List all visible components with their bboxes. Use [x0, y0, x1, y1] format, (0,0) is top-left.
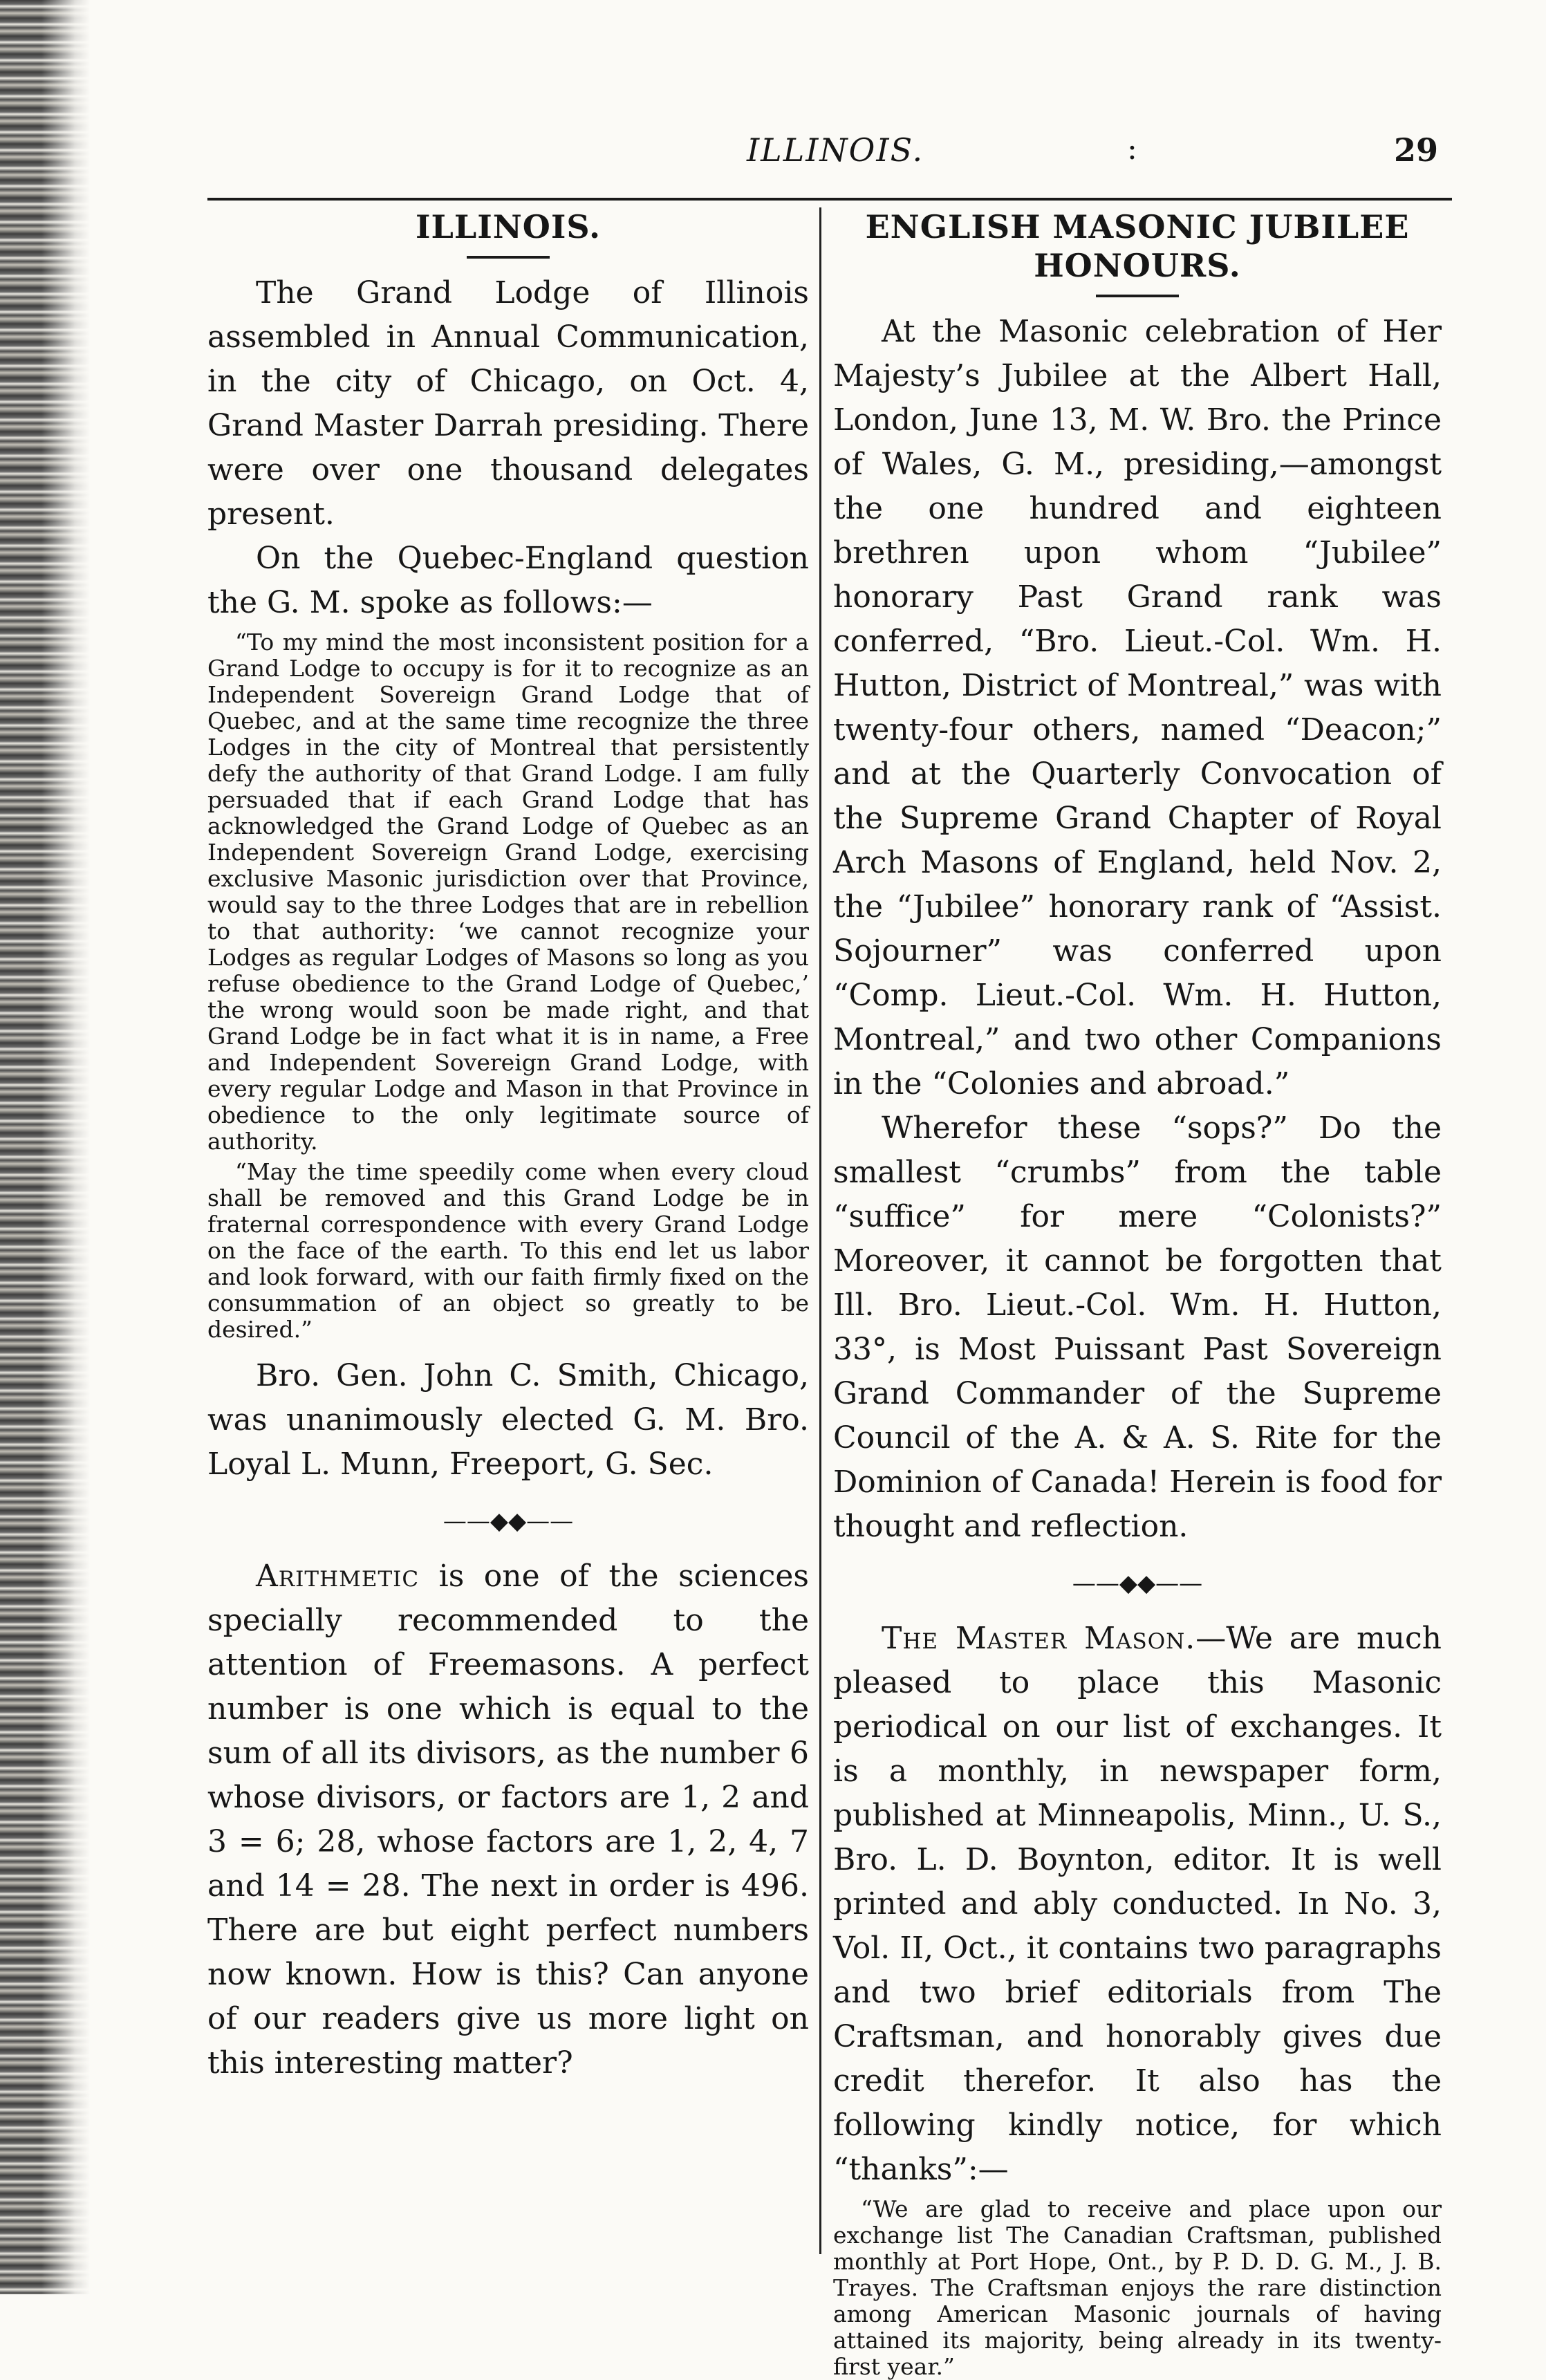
arithmetic-lead: Arithmetic	[256, 1559, 420, 1594]
jubilee-paragraph-1: At the Masonic celebration of Her Majesty’s Jubilee at the Albert Hall, London, June 13, M. W. Bro. the Prince of Wales, G. M., presiding,—amongst the one hundred and eighteen brethren upon whom “Jubilee” honorary Past Grand rank was conferred, “Bro. Lieut.-Col. Wm. H. Hutton, District of Montreal,” was with twenty-four others, named “Deacon;” and at the Quarterly Convocation of the Supreme Grand Chapter of Royal Arch Masons of England, held Nov. 2, the “Jubilee” honorary rank of “Assist. Sojourner” was conferred upon “Comp. Lieut.-Col. Wm. H. Hutton, Montreal,” and two other Companions in the “Colonies and abroad.”	[833, 314, 1442, 1101]
right-column	[833, 207, 1442, 2380]
master-mason-text: —We are much pleased to place this Masonic periodical on our list of exchanges. It is a monthly, in newspaper form, published at Minneapolis, Minn., U. S., Bro. L. D. Boynton, editor. It is well printed and ably conducted. In No. 3, Vol. II, Oct., it contains two paragraphs and two brief editorials from The Craftsman, and honorably gives due credit therefor. It also has the following kindly notice, for which “thanks”:—	[833, 1621, 1442, 2187]
master-mason-quote: “We are glad to receive and place upon our exchange list The Canadian Craftsman, published monthly at Port Hope, Ont., by P. D. D. G. M., J. B. Trayes. The Craftsman enjoys the rare distinction among American Masonic journals of having attained its majority, being already in its twenty-first year.”	[833, 2195, 1442, 2380]
heading-rule	[467, 256, 550, 259]
illinois-heading: ILLINOIS.	[416, 208, 601, 245]
section-ornament: ——◆◆——	[443, 1507, 574, 1535]
grand-master-quote-2: “May the time speedily come when every cloud shall be removed and this Grand Lodge be in fraternal correspondence with every Grand Lodge on the face of the earth. To this end let us labor and look forward, with our faith firmly fixed on the consummation of an object so greatly to be desired.”	[207, 1158, 809, 1343]
illinois-paragraph-2: On the Quebec-England question the G. M. spoke as follows:—	[207, 541, 809, 620]
grand-master-quote-1: “To my mind the most inconsistent position for a Grand Lodge to occupy is for it to recognize as an Independent Sovereign Grand Lodge that of Quebec, and at the same time recognize the three Lodges in the city of Montreal that persistently defy the authority of that Grand Lodge. I am fully persuaded that if each Grand Lodge that has acknowledged the Grand Lodge of Quebec as an Independent Sovereign Grand Lodge, exercising exclusive Masonic jurisdiction over that Province, would say to the three Lodges that are in rebellion to that authority: ‘we cannot recognize your Lodges as regular Lodges of Masons so long as you refuse obedience to the Grand Lodge of Quebec,’ the wrong would soon be made right, and that Grand Lodge be in fact what it is in name, a Free and Independent Sovereign Grand Lodge, with every regular Lodge and Mason in that Province in obedience to the only legitimate source of authority.	[207, 629, 809, 1155]
master-mason-lead: The Master Mason.	[882, 1621, 1196, 1656]
election-paragraph: Bro. Gen. John C. Smith, Chicago, was unanimously elected G. M. Bro. Loyal L. Munn, Freeport, G. Sec.	[207, 1358, 809, 1482]
jubilee-paragraph-2: Wherefor these “sops?” Do the smallest “crumbs” from the table “suffice” for mere “Colonists?” Moreover, it cannot be forgotten that Ill. Bro. Lieut.-Col. Wm. H. Hutton, 33°, is Most Puissant Past Sovereign Grand Commander of the Supreme Council of the A. & A. S. Rite for the Dominion of Canada! Herein is food for thought and reflection.	[833, 1110, 1442, 1544]
master-mason-paragraph	[833, 1617, 1442, 2192]
page-binding-edge	[0, 0, 90, 2294]
illinois-paragraph-1: The Grand Lodge of Illinois assembled in Annual Communication, in the city of Chicago, on Oct. 4, Grand Master Darrah presiding. There were over one thousand delegates present.	[207, 275, 809, 532]
arithmetic-text: is one of the sciences specially recommended to the attention of Freemasons. A perfect number is one which is equal to the sum of all its divisors, as the number 6 whose divisors, or factors are 1, 2 and 3 = 6; 28, whose factors are 1, 2, 4, 7 and 14 = 28. The next in order is 496. There are but eight perfect numbers now known. How is this? Can anyone of our readers give us more light on this interesting matter?	[207, 1559, 809, 2081]
section-ornament: ——◆◆——	[1072, 1570, 1203, 1597]
page-number: 29	[1393, 131, 1438, 169]
header-rule	[207, 198, 1452, 201]
jubilee-heading: ENGLISH MASONIC JUBILEE HONOURS.	[865, 208, 1410, 284]
heading-rule	[1096, 295, 1179, 297]
arithmetic-paragraph	[207, 1554, 809, 2085]
column-divider	[819, 207, 821, 2254]
running-title: ILLINOIS.	[747, 131, 924, 169]
header-mark: :	[1127, 131, 1137, 167]
page-header	[207, 131, 1452, 173]
left-column	[207, 207, 809, 2085]
